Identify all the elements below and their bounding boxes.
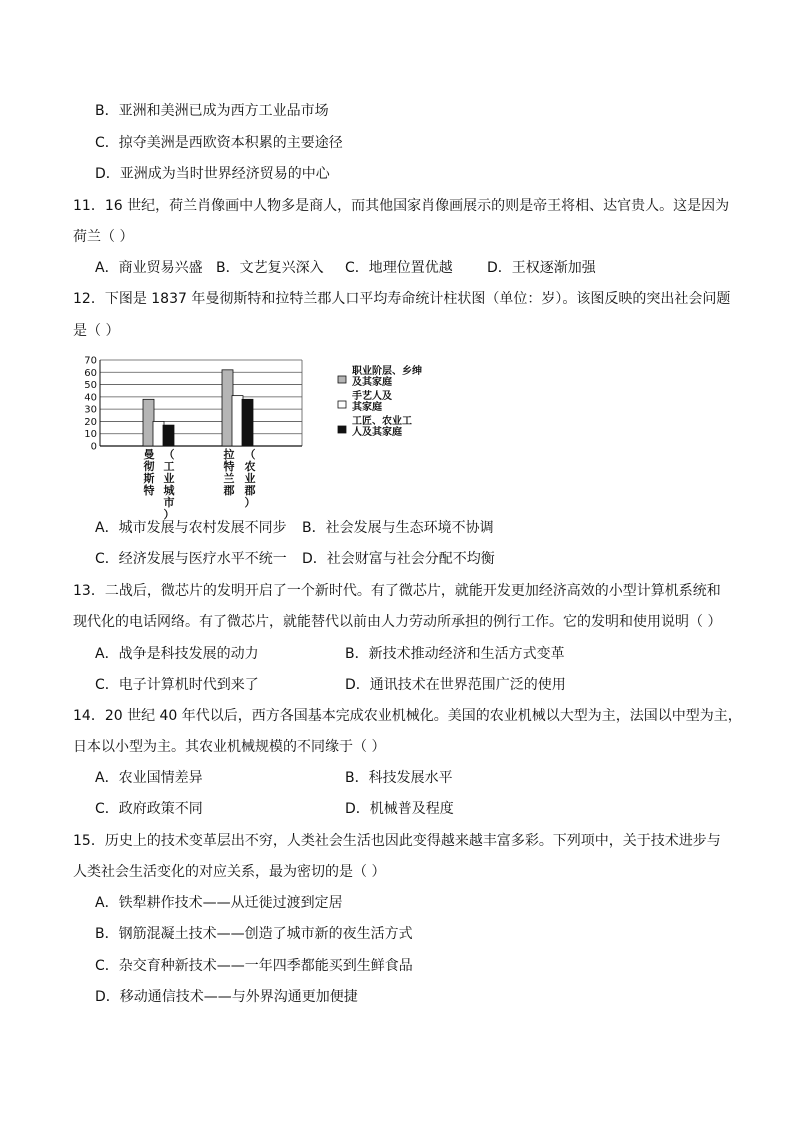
y-tick-label: 10: [84, 429, 97, 441]
y-tick-label: 0: [90, 441, 97, 453]
q15-option-d: D．移动通信技术——与外界沟通更加便捷: [95, 989, 358, 1005]
q12-option-c: C．经济发展与医疗水平不统一: [95, 551, 287, 567]
q11-option-a: A．商业贸易兴盛: [95, 260, 203, 276]
q12-option-d: D．社会财富与社会分配不均衡: [302, 551, 495, 567]
q14-option-d: D．机械普及程度: [345, 801, 454, 817]
q15-stem-line1: 15．历史上的技术变革层出不穷，人类社会生活也因此变得越来越丰富多彩。下列项中，关于技术进步与: [73, 833, 721, 849]
legend-label-2: 手艺人及其家庭: [352, 391, 392, 413]
legend-swatch-1: [338, 376, 346, 383]
q13-stem-line1: 13．二战后，微芯片的发明开启了一个新时代。有了微芯片，就能开发更加经济高效的小型计算机系统和: [73, 583, 721, 599]
bar-1-series-3: [163, 425, 174, 446]
y-tick-label: 40: [84, 392, 97, 404]
q12-stem-line2: 是（ ）: [73, 323, 120, 339]
category-label-rutland: 拉特兰郡: [223, 448, 235, 497]
bar-2-series-1: [222, 370, 233, 446]
y-tick-label: 60: [84, 367, 97, 379]
q11-option-c: C．地理位置优越: [345, 260, 453, 276]
q15-stem-line2: 人类社会生活变化的对应关系，最为密切的是（ ）: [73, 864, 386, 880]
q12-option-b: B．社会发展与生态环境不协调: [302, 520, 494, 536]
q15-option-c: C．杂交育种新技术——一年四季都能买到生鲜食品: [95, 958, 413, 974]
legend-label-1: 职业阶层、乡绅及其家庭: [352, 366, 422, 388]
bar-1-series-1: [143, 399, 154, 446]
life-expectancy-bar-chart: [70, 352, 470, 521]
category-note-industrial-city: （工业城市）: [163, 448, 175, 521]
category-label-manchester: 曼彻斯特: [143, 448, 155, 497]
q14-stem-line1: 14．20 世纪 40 年代以后，西方各国基本完成农业机械化。美国的农业机械以大型为主，法国以中型为主，: [73, 708, 742, 724]
q13-option-b: B．新技术推动经济和生活方式变革: [345, 646, 565, 662]
q10-option-d: D．亚洲成为当时世界经济贸易的中心: [95, 166, 330, 182]
q15-option-b: B．钢筋混凝土技术——创造了城市新的夜生活方式: [95, 926, 413, 942]
q11-stem-line1: 11．16 世纪，荷兰肖像画中人物多是商人，而其他国家肖像画展示的则是帝王将相、达官贵人。这是因为: [73, 198, 730, 214]
q10-option-c: C．掠夺美洲是西欧资本积累的主要途径: [95, 135, 343, 151]
q14-stem-line2: 日本以小型为主。其农业机械规模的不同缘于（ ）: [73, 739, 386, 755]
y-tick-label: 70: [84, 355, 97, 367]
legend-swatch-3: [338, 426, 346, 433]
q14-option-c: C．政府政策不同: [95, 801, 203, 817]
q13-stem-line2: 现代化的电话网络。有了微芯片，就能替代以前由人力劳动所承担的例行工作。它的发明和使用说明（ ）: [73, 614, 722, 630]
q14-option-b: B．科技发展水平: [345, 770, 453, 786]
legend-label-3: 工匠、农业工人及其家庭: [352, 416, 412, 438]
q11-option-d: D．王权逐渐加强: [487, 260, 596, 276]
q14-option-a: A．农业国情差异: [95, 770, 203, 786]
q13-option-d: D．通讯技术在世界范围广泛的使用: [345, 677, 566, 693]
legend-swatch-2: [338, 401, 346, 408]
y-tick-label: 50: [84, 380, 97, 392]
q11-option-b: B．文艺复兴深入: [216, 260, 324, 276]
y-tick-label: 30: [84, 404, 97, 416]
q13-option-c: C．电子计算机时代到来了: [95, 677, 259, 693]
bar-2-series-2: [232, 396, 243, 446]
bar-2-series-3: [242, 399, 253, 446]
y-tick-label: 20: [84, 416, 97, 428]
bar-1-series-2: [153, 421, 164, 446]
category-note-agricultural-county: （农业郡）: [244, 448, 256, 509]
q12-option-a: A．城市发展与农村发展不同步: [95, 520, 287, 536]
q10-option-b: B．亚洲和美洲已成为西方工业品市场: [95, 103, 329, 119]
q15-option-a: A．铁犁耕作技术——从迁徙过渡到定居: [95, 895, 343, 911]
q12-stem-line1: 12．下图是 1837 年曼彻斯特和拉特兰郡人口平均寿命统计柱状图（单位：岁）。该图反映的突出社会问题: [73, 291, 731, 307]
q13-option-a: A．战争是科技发展的动力: [95, 646, 259, 662]
q11-stem-line2: 荷兰（ ）: [73, 229, 134, 245]
